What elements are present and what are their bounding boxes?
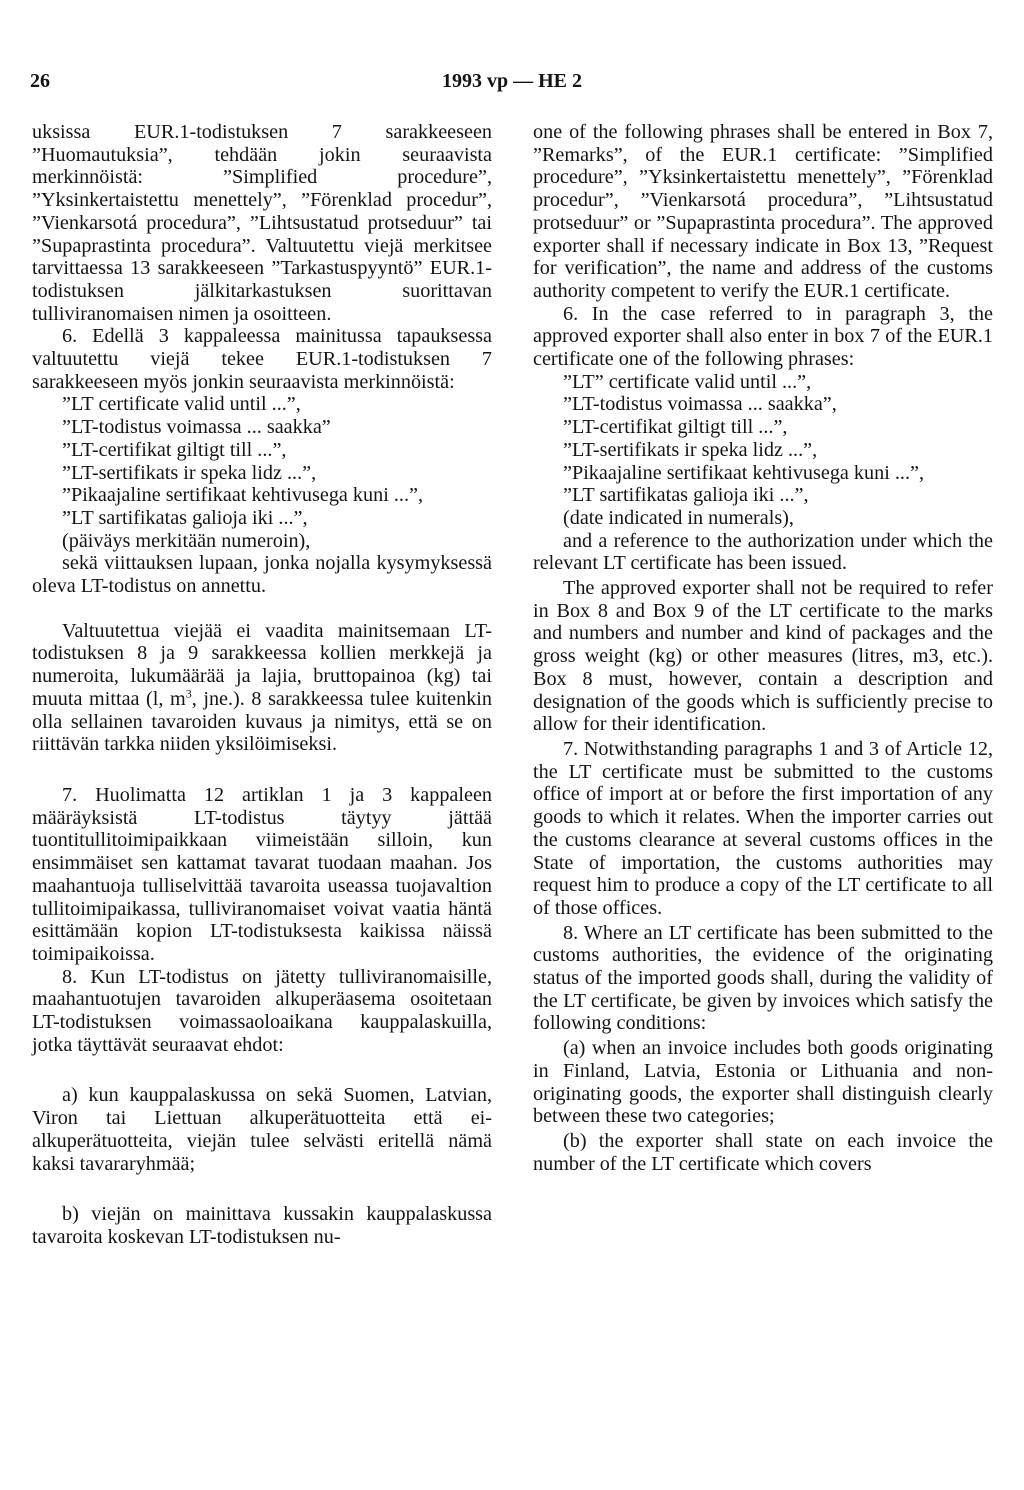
finnish-column <box>32 121 492 1249</box>
item-b-en: (b) the exporter shall state on each invoice the number of the LT certificate which covers <box>533 1129 993 1175</box>
box8-text-a: Valtuutettua viejää ei vaadita mainitsemaan LT-todistuksen 8 ja 9 sarakkeessa kollien merkkejä ja numeroita, lukumäärää ja lajia, bruttopainoa (kg) tai muuta mittaa (l, m <box>32 619 492 710</box>
item-b-fi: b) viejän on mainittava kussakin kauppalaskussa tavaroita koskevan LT-todistuksen nu- <box>32 1203 492 1248</box>
paragraph-box8-en: The approved exporter shall not be required to refer in Box 8 and Box 9 of the LT certificate to the marks and numbers and number and kind of packages and the gross weight (kg) or other measures (litres, m3, etc.). Box 8 must, however, contain a description and designation of the goods which is sufficiently precise to allow for their identification. <box>533 577 993 736</box>
page-number: 26 <box>30 70 50 92</box>
paragraph-8-fi: 8. Kun LT-todistus on jätetty tulliviranomaisille, maahantuotujen tavaroiden alkuperäasema osoitetaan LT-todistuksen voimassaoloaikana kauppalaskuilla, jotka täyttävät seuraavat ehdot: <box>32 965 492 1056</box>
item-a-fi: a) kun kauppalaskussa on sekä Suomen, Latvian, Viron tai Liettuan alkuperätuotteita että ei-alkuperätuotteita, viejän tulee selvästi eritellä nämä kaksi tavararyhmää; <box>32 1084 492 1175</box>
paragraph-6-fi: 6. Edellä 3 kappaleessa mainitussa tapauksessa valtuutettu viejä tekee EUR.1-todistuksen 7 sarakkeeseen myös jonkin seuraavista merkinnöistä: <box>32 325 492 393</box>
phrase-lt-sv-fi: ”LT-certifikat giltigt till ...”, <box>62 438 287 461</box>
paragraph-authorization-en: and a reference to the authorization under which the relevant LT certificate has been issued. <box>533 529 993 575</box>
phrase-lt-lv-en: ”LT-sertifikats ir speka lidz ...”, <box>563 438 818 461</box>
phrase-date-note-fi: (päiväys merkitään numeroin), <box>62 529 311 552</box>
phrase-lt-fi-en: ”LT-todistus voimassa ... saakka”, <box>563 393 837 416</box>
running-head: 1993 vp — HE 2 <box>441 70 583 92</box>
box8-text-b: , jne.). 8 sarakkeessa tulee kuitenkin olla sellainen tavaroiden kuvaus ja nimitys, että se on riittävän tarkka niiden yksilöimiseksi. <box>32 687 492 756</box>
paragraph-8-en: 8. Where an LT certificate has been submitted to the customs authorities, the evidence of the originating status of the imported goods shall, during the validity of the LT certificate, be given by invoices which satisfy the following conditions: <box>533 921 993 1035</box>
phrase-lt-sv-en: ”LT-certifikat giltigt till ...”, <box>563 416 788 439</box>
phrase-lt-lt-en: ”LT sartifikatas galioja iki ...”, <box>563 484 809 507</box>
item-a-en: (a) when an invoice includes both goods originating in Finland, Latvia, Estonia or Lithuania and non-originating goods, the exporter shall distinguish clearly between these two categories; <box>533 1037 993 1128</box>
phrase-lt-fi-fi: ”LT-todistus voimassa ... saakka” <box>62 416 331 439</box>
paragraph-eur1-remarks-en: one of the following phrases shall be entered in Box 7, ”Remarks”, of the EUR.1 certificate: ”Simplified procedure”, ”Yksinkertaistettu menettely”, ”Förenklad procedur”, ”Vienkarsotá procedura”, ”Lihtsustatud protseduur” or ”Supaprastinta procedura”. The approved exporter shall if necessary indicate in Box 13, ”Request for verification”, the name and address of the customs authority competent to verify the EUR.1 certificate. <box>533 121 993 302</box>
phrase-lt-lv-fi: ”LT-sertifikats ir speka lidz ...”, <box>62 461 317 484</box>
phrase-lt-et-en: ”Pikaajaline sertifikaat kehtivusega kuni ...”, <box>563 461 925 484</box>
paragraph-7-en: 7. Notwithstanding paragraphs 1 and 3 of Article 12, the LT certificate must be submitted to the customs office of import at or before the first importation of any goods to which it relates. When the importer carries out the customs clearance at several customs offices in the State of importation, the customs authorities may request him to produce a copy of the LT certificate to all of those offices. <box>533 737 993 919</box>
phrase-date-note-en: (date indicated in numerals), <box>563 506 794 529</box>
phrase-lt-en-en: ”LT” certificate valid until ...”, <box>563 370 812 393</box>
phrase-lt-lt-fi: ”LT sartifikatas galioja iki ...”, <box>62 506 308 529</box>
paragraph-6-en: 6. In the case referred to in paragraph 3, the approved exporter shall also enter in box 7 of the EUR.1 certificate one of the following phrases: <box>533 302 993 371</box>
english-column <box>533 121 993 1175</box>
phrase-lt-en-fi: ”LT certificate valid until ...”, <box>62 393 301 416</box>
paragraph-7-fi: 7. Huolimatta 12 artiklan 1 ja 3 kappaleen määräyksistä LT-todistus täytyy jättää tuontitullitoimipaikkaan viimeistään silloin, kun ensimmäiset sen kattamat tavarat tuodaan maahan. Jos maahantuoja tulliselvittää tavaroita useassa tuojavaltion tullitoimipaikassa, tulliviranomaiset voivat vaatia häntä esittämään kopion LT-todistuksesta kaikissa näissä toimipaikoissa. <box>32 783 492 965</box>
superscript-3: 3 <box>185 686 192 701</box>
page-header <box>30 70 994 100</box>
paragraph-eur1-remarks-fi: uksissa EUR.1-todistuksen 7 sarakkeeseen ”Huomautuksia”, tehdään jokin seuraavista merkinnöistä: ”Simplified procedure”, ”Yksinkertaistettu menettely”, ”Förenklad procedur”, ”Vienkarsotá procedura”, ”Lihtsustatud protseduur” tai ”Supaprastinta procedura”. Valtuutettu viejä merkitsee tarvittaessa 13 sarakkeeseen ”Tarkastuspyyntö” EUR.1-todistuksen jälkitarkastuksen suorittavan tulliviranomaisen nimen ja osoitteen. <box>32 121 492 325</box>
paragraph-authorization-fi: sekä viittauksen lupaan, jonka nojalla kysymyksessä oleva LT-todistus on annettu. <box>32 552 492 598</box>
paragraph-box8-fi <box>32 620 492 756</box>
phrase-lt-et-fi: ”Pikaajaline sertifikaat kehtivusega kuni ...”, <box>62 484 424 507</box>
